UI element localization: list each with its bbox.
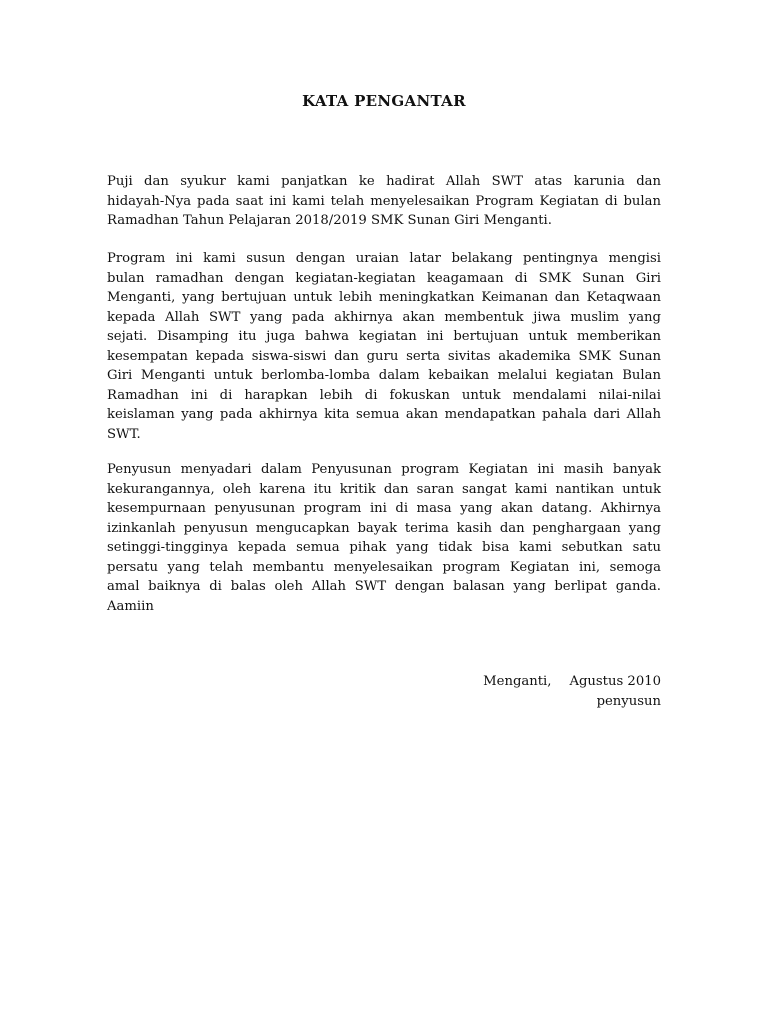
- paragraph-line: SWT.: [107, 426, 141, 442]
- paragraph-line: kesempatan kepada siswa-siswi dan guru serta sivitas akademika SMK Sunan: [107, 348, 661, 364]
- paragraph-line: Penyusun menyadari dalam Penyusunan program Kegiatan ini masih banyak: [107, 462, 661, 477]
- paragraph-line: hidayah-Nya pada saat ini kami telah menyelesaikan Program Kegiatan di bulan: [107, 193, 661, 209]
- paragraph-line: setinggi-tingginya kepada semua pihak yang tidak bisa kami sebutkan satu: [107, 540, 661, 555]
- paragraph-line: keislaman yang pada akhirnya kita semua akan mendapatkan pahala dari Allah: [107, 407, 661, 422]
- paragraph-line: kepada Allah SWT yang pada akhirnya akan membentuk jiwa muslim yang: [107, 309, 661, 325]
- paragraph-line: Ramadhan ini di harapkan lebih di fokuskan untuk mendalami nilai-nilai: [107, 387, 661, 403]
- signature-block: [483, 672, 661, 712]
- paragraph-line: Ramadhan Tahun Pelajaran 2018/2019 SMK Sunan Giri Menganti.: [107, 213, 552, 228]
- paragraph-line: Menganti, yang bertujuan untuk lebih meningkatkan Keimanan dan Ketaqwaan: [107, 290, 661, 305]
- paragraph-line: kesempurnaan penyusunan program ini di masa yang akan datang. Akhirnya: [107, 501, 661, 516]
- paragraph-line: Puji dan syukur kami panjatkan ke hadirat Allah SWT atas karunia dan: [107, 174, 661, 189]
- signature-place: Menganti,: [483, 674, 552, 689]
- paragraph-3: [107, 460, 661, 616]
- paragraph-line: sejati. Disamping itu juga bahwa kegiatan ini bertujuan untuk memberikan: [107, 329, 661, 344]
- paragraph-1: [107, 172, 661, 231]
- paragraph-line: izinkanlah penyusun mengucapkan bayak terima kasih dan penghargaan yang: [107, 520, 661, 536]
- paragraph-2: [107, 249, 661, 444]
- paragraph-line: kekurangannya, oleh karena itu kritik dan saran sangat kami nantikan untuk: [107, 481, 661, 497]
- paragraph-line: Giri Menganti untuk berlomba-lomba dalam kebaikan melalui kegiatan Bulan: [107, 368, 661, 383]
- paragraph-line: bulan ramadhan dengan kegiatan-kegiatan keagamaan di SMK Sunan Giri: [107, 270, 661, 286]
- signature-date: Agustus 2010: [569, 674, 661, 689]
- paragraph-line: Aamiin: [107, 598, 154, 614]
- signature-place-date: [483, 672, 661, 692]
- paragraph-line: amal baiknya di balas oleh Allah SWT dengan balasan yang berlipat ganda.: [107, 579, 661, 594]
- signature-author: penyusun: [596, 694, 661, 709]
- paragraph-line: persatu yang telah membantu menyelesaikan program Kegiatan ini, semoga: [107, 559, 661, 575]
- paragraph-line: Program ini kami susun dengan uraian latar belakang pentingnya mengisi: [107, 251, 661, 266]
- document-title: KATA PENGANTAR: [302, 92, 466, 110]
